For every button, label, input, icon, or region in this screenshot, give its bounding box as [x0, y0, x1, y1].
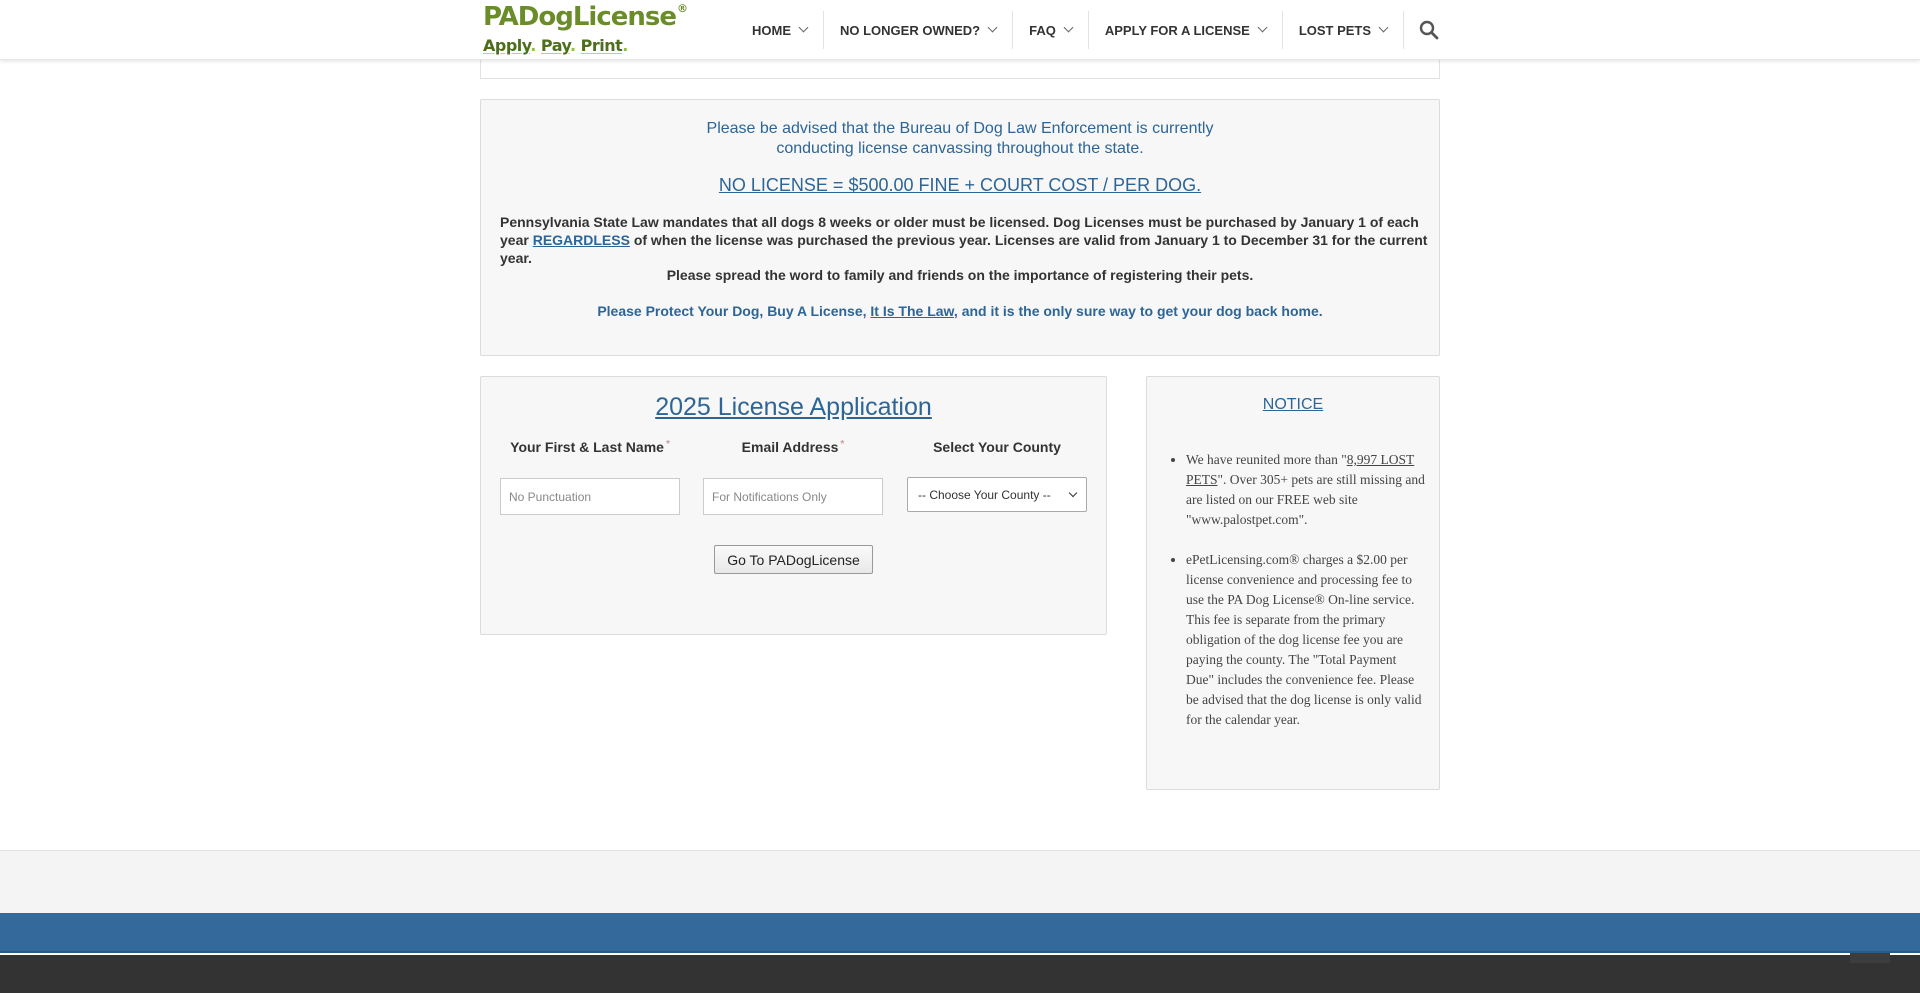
email-label: Email Address * — [741, 439, 845, 455]
it-is-the-law-link[interactable]: It Is The Law — [870, 303, 954, 319]
notice-list — [1186, 450, 1426, 750]
advisory-panel — [480, 99, 1440, 356]
go-to-padoglicense-button[interactable]: Go To PADogLicense — [714, 545, 873, 574]
advisory-message: Please be advised that the Bureau of Dog Law Enforcement is currently conducting license canvassing throughout the state. — [706, 120, 1214, 157]
nav-apply-for-license[interactable] — [1089, 11, 1283, 49]
scroll-to-top-button[interactable] — [1850, 953, 1890, 963]
nav-apply-label: APPLY FOR A LICENSE — [1104, 22, 1250, 38]
site-header — [0, 0, 1920, 60]
application-title[interactable]: 2025 License Application — [655, 393, 932, 421]
list-item: • ePetLicensing.com® charges a $2.00 per license convenience and processing fee to use the PA Dog License® On-line service. This fee is separate from the primary obligation of the dog license fee you are paying the county. The "Total Payment Due" includes the convenience fee. Please be advised that the dog license is only valid for the calendar year. — [1186, 550, 1426, 730]
footer-bottom — [0, 955, 1920, 993]
chevron-down-icon — [1257, 23, 1267, 33]
name-label: Your First & Last Name * — [510, 439, 670, 455]
nav-no-longer-owned-label: NO LONGER OWNED? — [840, 22, 981, 38]
main-nav — [736, 11, 1454, 49]
state-law-text: Pennsylvania State Law mandates that all dogs 8 weeks or older must be licensed. Dog Licenses must be purchased by January 1 of each year REGARDLESS of when the license was purchased the previous year. Licenses are valid from January 1 to December 31 for the current year. — [500, 214, 1428, 266]
footer-widget-area — [0, 850, 1920, 913]
email-input[interactable]: For Notifications Only — [703, 478, 883, 515]
nav-faq-label: FAQ — [1029, 22, 1056, 38]
spread-word-text: Please spread the word to family and friends on the importance of registering their pets. — [666, 267, 1254, 283]
lost-pets-count-link[interactable]: 8,997 LOST PETS — [1186, 452, 1415, 487]
footer-bar — [0, 913, 1920, 953]
nav-lost-pets[interactable] — [1283, 11, 1404, 49]
regardless-link[interactable]: REGARDLESS — [532, 232, 630, 248]
site-logo[interactable] — [483, 2, 687, 58]
list-item: • We have reunited more than "8,997 LOST PETS". Over 305+ pets are still missing and are listed on our FREE web site "www.palostpet.com". — [1186, 450, 1426, 530]
county-select[interactable] — [907, 477, 1087, 512]
chevron-down-icon — [1379, 23, 1389, 33]
fine-notice: NO LICENSE = $500.00 FINE + COURT COST / PER DOG. — [718, 175, 1202, 195]
county-label: Select Your County — [933, 439, 1061, 455]
notice-panel — [1146, 376, 1440, 790]
nav-home[interactable] — [736, 11, 824, 49]
nav-lost-pets-label: LOST PETS — [1298, 22, 1372, 38]
logo-wordmark: PADogLicense® — [483, 2, 687, 32]
nav-no-longer-owned[interactable] — [824, 11, 1013, 49]
license-application-panel — [480, 376, 1107, 635]
nav-home-label: HOME — [752, 22, 791, 38]
search-icon — [1419, 20, 1439, 40]
nav-faq[interactable] — [1013, 11, 1089, 49]
protect-dog-text: Please Protect Your Dog, Buy A License, It Is The Law, and it is the only sure way to get your dog back home. — [597, 303, 1323, 319]
logo-tagline: Apply. Pay. Print. — [483, 36, 628, 55]
name-input[interactable]: No Punctuation — [500, 478, 680, 515]
chevron-down-icon — [1063, 23, 1073, 33]
notice-title: NOTICE — [1262, 396, 1324, 413]
chevron-down-icon — [988, 23, 998, 33]
search-button[interactable] — [1404, 11, 1454, 49]
chevron-down-icon — [1069, 489, 1077, 497]
chevron-down-icon — [799, 23, 809, 33]
county-select-value: -- Choose Your County -- — [918, 487, 1051, 502]
